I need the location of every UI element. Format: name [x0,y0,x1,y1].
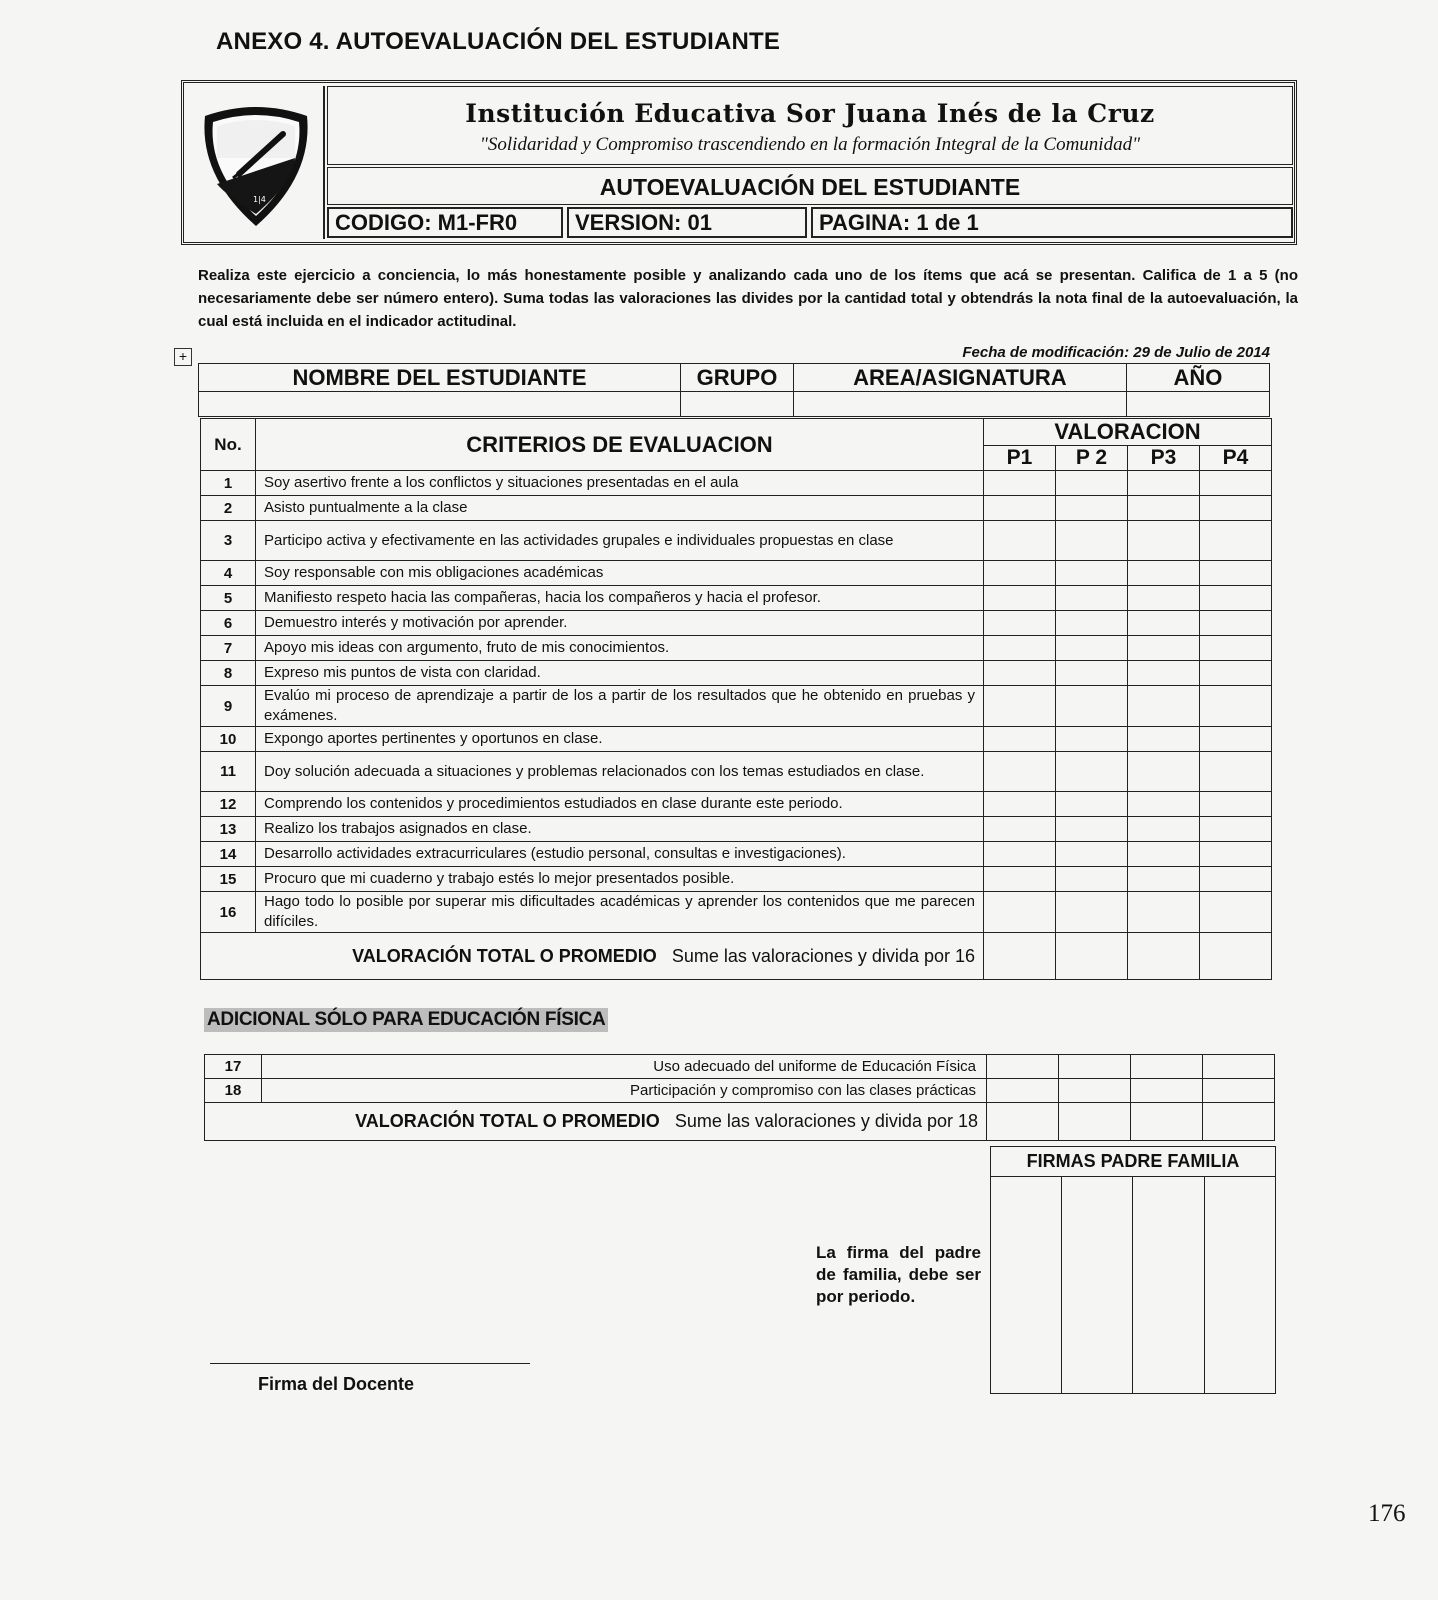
score-cell[interactable] [1128,586,1200,611]
total-label: VALORACIÓN TOTAL O PROMEDIO [355,1111,660,1131]
criteria-text: Expreso mis puntos de vista con claridad. [256,661,984,686]
page-number: 176 [1368,1500,1406,1527]
score-cell[interactable] [1128,521,1200,561]
criteria-table [200,418,1272,980]
score-cell[interactable] [1131,1079,1203,1103]
criteria-text: Desarrollo actividades extracurriculares (estudio personal, consultas e investigaciones). [256,842,984,867]
score-cell[interactable] [1200,521,1272,561]
criteria-number: 18 [205,1079,262,1103]
score-cell[interactable] [1056,842,1128,867]
score-cell[interactable] [1056,727,1128,752]
total-score-cell[interactable] [1203,1103,1275,1141]
criteria-number: 14 [201,842,256,867]
student-info-table [198,363,1270,417]
score-cell[interactable] [1056,521,1128,561]
score-cell[interactable] [1128,752,1200,792]
score-cell[interactable] [1128,817,1200,842]
student-name-header: NOMBRE DEL ESTUDIANTE [199,364,681,392]
group-field[interactable] [681,392,794,417]
modification-date: Fecha de modificación: 29 de Julio de 2014 [962,344,1270,361]
score-cell[interactable] [984,752,1056,792]
score-cell[interactable] [1056,611,1128,636]
form-title: AUTOEVALUACIÓN DEL ESTUDIANTE [327,167,1293,205]
score-cell[interactable] [1128,561,1200,586]
score-cell[interactable] [984,471,1056,496]
score-cell[interactable] [1056,586,1128,611]
form-header [181,80,1297,245]
score-cell[interactable] [1056,752,1128,792]
total-hint: Sume las valoraciones y divida por 18 [674,1111,978,1131]
criteria-number: 5 [201,586,256,611]
criteria-row [201,521,1272,561]
score-cell[interactable] [1200,561,1272,586]
score-cell[interactable] [984,636,1056,661]
number-header: No. [201,419,256,471]
total-label: VALORACIÓN TOTAL O PROMEDIO [352,945,657,966]
criteria-row [201,561,1272,586]
score-cell[interactable] [1128,611,1200,636]
criteria-header: CRITERIOS DE EVALUACION [256,419,984,471]
score-cell[interactable] [1200,661,1272,686]
form-code: CODIGO: M1-FR0 [327,207,563,238]
score-cell[interactable] [1056,496,1128,521]
score-cell[interactable] [1056,661,1128,686]
period-header: P 2 [1056,446,1128,471]
criteria-text: Demuestro interés y motivación por aprender. [256,611,984,636]
period-header: P4 [1200,446,1272,471]
parent-signature-cell[interactable] [1062,1177,1133,1394]
criteria-number: 13 [201,817,256,842]
period-header: P3 [1128,446,1200,471]
criteria-text: Soy asertivo frente a los conflictos y situaciones presentadas en el aula [256,471,984,496]
institution-cell [327,86,1293,165]
criteria-number: 6 [201,611,256,636]
score-cell[interactable] [984,561,1056,586]
criteria-row [201,471,1272,496]
criteria-text: Apoyo mis ideas con argumento, fruto de mis conocimientos. [256,636,984,661]
parent-signature-cell[interactable] [991,1177,1062,1394]
criteria-row [201,727,1272,752]
score-cell[interactable] [1059,1079,1131,1103]
score-cell[interactable] [1203,1055,1275,1079]
group-header: GRUPO [681,364,794,392]
student-name-field[interactable] [199,392,681,417]
score-cell[interactable] [1200,471,1272,496]
total-score-cell[interactable] [1128,933,1200,980]
score-cell[interactable] [984,586,1056,611]
parent-signatures-table [990,1146,1276,1394]
score-cell[interactable] [1200,752,1272,792]
criteria-number: 1 [201,471,256,496]
score-cell[interactable] [1128,892,1200,933]
score-cell[interactable] [984,661,1056,686]
criteria-text: Asisto puntualmente a la clase [256,496,984,521]
svg-text:1|4: 1|4 [253,195,266,204]
score-cell[interactable] [984,496,1056,521]
score-cell[interactable] [1128,727,1200,752]
score-cell[interactable] [1200,636,1272,661]
score-cell[interactable] [1059,1055,1131,1079]
area-field[interactable] [793,392,1126,417]
logo-cell [187,86,325,239]
criteria-number: 15 [201,867,256,892]
score-cell[interactable] [984,867,1056,892]
score-cell[interactable] [984,817,1056,842]
criteria-row [205,1055,1275,1079]
criteria-text: Hago todo lo posible por superar mis dificultades académicas y aprender los contenidos que me parecen difíciles. [256,892,984,933]
instructions-text: Realiza este ejercicio a conciencia, lo más honestamente posible y analizando cada uno de los ítems que acá se presentan. Califica de 1 a 5 (no necesariamente debe ser número entero). Suma todas las valoraciones las divides por la cantidad total y obtendrás la nota final de la autoevaluación, la cual está incluida en el indicador actitudinal. [198,267,1298,330]
valoracion-header: VALORACION [984,419,1272,446]
criteria-number: 8 [201,661,256,686]
criteria-number: 11 [201,752,256,792]
criteria-text: Procuro que mi cuaderno y trabajo estés lo mejor presentados posible. [256,867,984,892]
score-cell[interactable] [1056,867,1128,892]
period-header: P1 [984,446,1056,471]
score-cell[interactable] [1200,727,1272,752]
ed-fisica-total-label [205,1103,987,1141]
criteria-text: Comprendo los contenidos y procedimientos estudiados en clase durante este periodo. [256,792,984,817]
score-cell[interactable] [1200,842,1272,867]
criteria-row [201,686,1272,727]
teacher-signature-label: Firma del Docente [258,1374,415,1394]
score-cell[interactable] [1200,892,1272,933]
ed-fisica-title: ADICIONAL SÓLO PARA EDUCACIÓN FÍSICA [204,1008,608,1032]
criteria-number: 7 [201,636,256,661]
score-cell[interactable] [984,727,1056,752]
total-score-cell[interactable] [1131,1103,1203,1141]
year-header: AÑO [1126,364,1269,392]
score-cell[interactable] [1203,1079,1275,1103]
total-row-label [201,933,984,980]
criteria-row [201,661,1272,686]
score-cell[interactable] [1200,611,1272,636]
year-field[interactable] [1126,392,1269,417]
teacher-signature-line[interactable] [210,1363,530,1364]
score-cell[interactable] [1056,892,1128,933]
score-cell[interactable] [987,1079,1059,1103]
criteria-number: 10 [201,727,256,752]
criteria-text: Participación y compromiso con las clases prácticas [262,1079,987,1103]
criteria-text: Evalúo mi proceso de aprendizaje a partir de los a partir de los resultados que he obtenido en pruebas y exámenes. [256,686,984,727]
score-cell[interactable] [1200,496,1272,521]
criteria-number: 9 [201,686,256,727]
criteria-row [201,611,1272,636]
institution-motto: "Solidaridad y Compromiso trascendiendo en la formación Integral de la Comunidad" [479,134,1141,155]
form-page: PAGINA: 1 de 1 [811,207,1293,238]
criteria-row [201,636,1272,661]
criteria-row [201,892,1272,933]
criteria-text: Manifiesto respeto hacia las compañeras, hacia los compañeros y hacia el profesor. [256,586,984,611]
score-cell[interactable] [1128,686,1200,727]
criteria-text: Uso adecuado del uniforme de Educación Física [262,1055,987,1079]
area-header: AREA/ASIGNATURA [793,364,1126,392]
criteria-row [201,817,1272,842]
criteria-text: Doy solución adecuada a situaciones y problemas relacionados con los temas estudiados en clase. [256,752,984,792]
score-cell[interactable] [984,686,1056,727]
score-cell[interactable] [984,892,1056,933]
score-cell[interactable] [1200,792,1272,817]
score-cell[interactable] [984,521,1056,561]
criteria-number: 4 [201,561,256,586]
parent-signature-cell[interactable] [1204,1177,1275,1394]
score-cell[interactable] [1056,636,1128,661]
total-score-cell[interactable] [987,1103,1059,1141]
criteria-text: Participo activa y efectivamente en las actividades grupales e individuales propuestas en clase [256,521,984,561]
criteria-number: 16 [201,892,256,933]
score-cell[interactable] [1056,792,1128,817]
criteria-number: 2 [201,496,256,521]
total-score-cell[interactable] [1059,1103,1131,1141]
score-cell[interactable] [1200,867,1272,892]
score-cell[interactable] [984,792,1056,817]
criteria-number: 17 [205,1055,262,1079]
criteria-text: Soy responsable con mis obligaciones académicas [256,561,984,586]
score-cell[interactable] [1128,636,1200,661]
score-cell[interactable] [1131,1055,1203,1079]
criteria-row [205,1079,1275,1103]
criteria-row [201,867,1272,892]
score-cell[interactable] [984,611,1056,636]
annex-title: ANEXO 4. AUTOEVALUACIÓN DEL ESTUDIANTE [216,28,781,55]
criteria-text: Expongo aportes pertinentes y oportunos en clase. [256,727,984,752]
criteria-row [201,496,1272,521]
criteria-row [201,842,1272,867]
score-cell[interactable] [1056,817,1128,842]
total-hint: Sume las valoraciones y divida por 16 [671,945,975,966]
score-cell[interactable] [1200,686,1272,727]
score-cell[interactable] [987,1055,1059,1079]
parent-signature-cell[interactable] [1133,1177,1204,1394]
criteria-number: 3 [201,521,256,561]
criteria-row [201,792,1272,817]
total-score-cell[interactable] [984,933,1056,980]
criteria-row [201,752,1272,792]
score-cell[interactable] [1200,817,1272,842]
total-score-cell[interactable] [1056,933,1128,980]
school-shield-logo-icon [187,86,325,239]
score-cell[interactable] [1128,842,1200,867]
score-cell[interactable] [1056,561,1128,586]
score-cell[interactable] [1056,471,1128,496]
score-cell[interactable] [1128,496,1200,521]
score-cell[interactable] [1200,586,1272,611]
form-version: VERSION: 01 [567,207,807,238]
firmas-header: FIRMAS PADRE FAMILIA [991,1147,1276,1177]
score-cell[interactable] [984,842,1056,867]
institution-name: Institución Educativa Sor Juana Inés de la Cruz [465,99,1155,128]
criteria-number: 12 [201,792,256,817]
score-cell[interactable] [1128,661,1200,686]
score-cell[interactable] [1128,867,1200,892]
criteria-text: Realizo los trabajos asignados en clase. [256,817,984,842]
score-cell[interactable] [1128,471,1200,496]
total-score-cell[interactable] [1200,933,1272,980]
ed-fisica-table [204,1054,1275,1141]
score-cell[interactable] [1128,792,1200,817]
score-cell[interactable] [1056,686,1128,727]
table-move-handle-icon[interactable]: + [174,348,192,366]
criteria-row [201,586,1272,611]
parent-signature-note: La firma del padre de familia, debe ser por periodo. [816,1243,981,1306]
